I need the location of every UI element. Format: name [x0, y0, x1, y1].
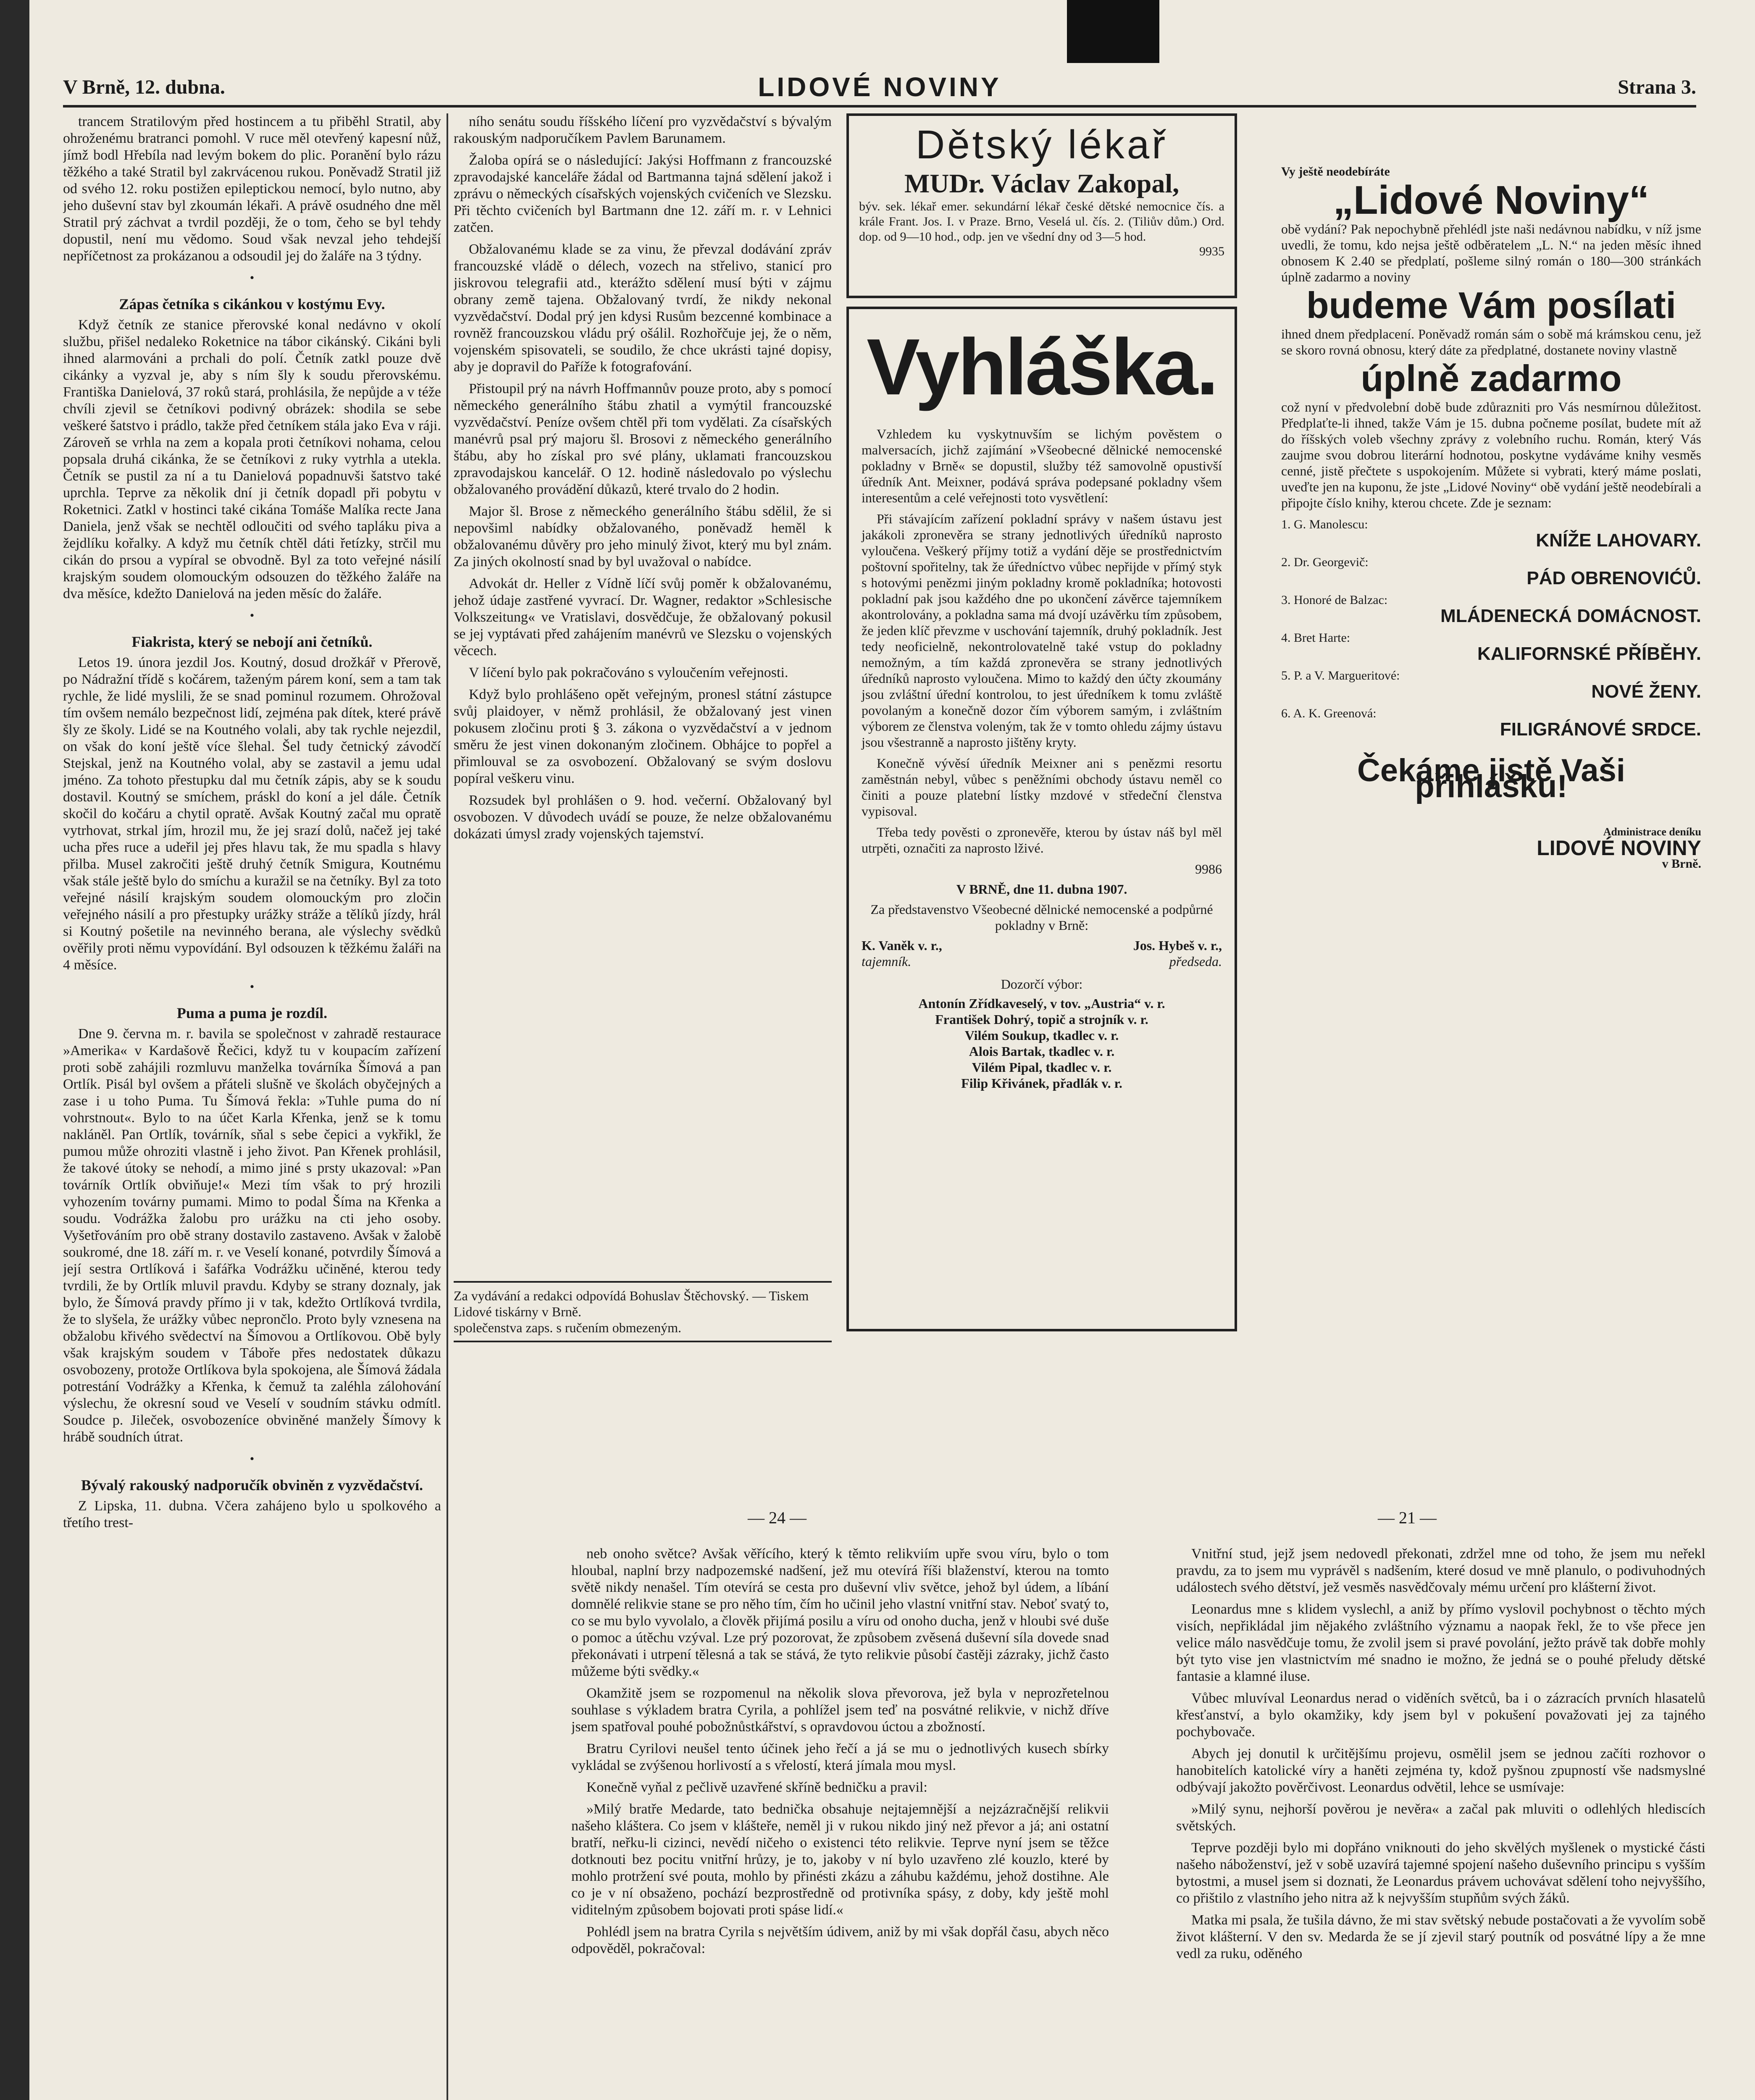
story-paragraph: Okamžitě jsem se rozpomenul na několik slova převorova, jež byla v neprozřetelnou souhlase s výkladem bratra Cyrila, a pohlížel jsem teď na posvátné relikvie, v nichž dříve jsem spatřoval pouhé pobožnůstkářství, s opravdovou úctou a zbožností. — [571, 1685, 1109, 1735]
news-column-2 — [454, 113, 832, 1310]
notice-issuer: Za představenstvo Všeobecné dělnické nemocenské a podpůrné pokladny v Brně: — [870, 902, 1213, 933]
ad-heading: Dětský lékař — [915, 122, 1168, 167]
board-member: Antonín Zřídkaveselý, v tov. „Austria“ v. r. — [918, 996, 1165, 1011]
book-item — [1281, 706, 1701, 738]
admin-label: Administrace deníku — [1603, 826, 1701, 838]
article-paragraph: Obžalovanému klade se za vinu, že převzal dodávání zpráv francouzské vládě o délech, vozech na střelivo, stanicí pro jiskrovou telegrafii atd., kterážto sdělení musí býti v zájmu obrany země tajena. Obžalovaný tvrdí, že nikdy nekonal vyzvědačství. Dodal prý jen kdysi Rusům bezcenné kombinace a rovněž francouzskou vládu prý ošálil. Rozhořčuje jej, že o něm, vojenském spisovateli, se soudilo, že chce ukrásti tajné dopisy, aby je dopravil do Paříže k fotografování. — [454, 242, 832, 375]
book-author: 4. Bret Harte: — [1281, 631, 1350, 645]
book-item — [1281, 517, 1701, 549]
admin-name: LIDOVÉ NOVINY — [1537, 836, 1701, 860]
ad-headline: úplně zadarmo — [1361, 357, 1622, 399]
article-paragraph: Z Lipska, 11. dubna. Včera zahájeno bylo u spolkového a třetího trest- — [63, 1498, 441, 1530]
article-paragraph: Když bylo prohlášeno opět veřejným, pronesl státní zástupce svůj plaidoyer, v němž prohlásil, že obžalovaný jest vinen pokusem zločinu proti § 3. zákona o vyzvědačství a v jednom směru že jest vinen dokonaným zločinem. Obhájce to popřel a přimlouval se za osvobození. Obžalovaný se svým doslovu popíral veškeru vinu. — [454, 687, 832, 786]
role-left: tajemník. — [862, 954, 912, 969]
book-item — [1281, 554, 1701, 586]
news-column-1 — [63, 113, 441, 2100]
ad-paragraph: ihned dnem předplacení. Poněvadž román sám o sobě má krámskou cenu, jež se skoro rovná obnosu, který dáte za předplatné, dostanete noviny vlastně — [1281, 326, 1701, 357]
notice-paragraph: Třeba tedy pověsti o zpronevěře, kterou by ústav náš byl měl utrpěti, označiti za naprosto lživé. — [862, 824, 1222, 856]
article-paragraph: Advokát dr. Heller z Vídně líčí svůj poměr k obžalovanému, jehož údaje zastřené vyvrací. Dr. Wagner, redaktor »Schlesische Volkszeitung« ve Vratislavi, dosvědčuje, že obžalovaný pokusil se jej vyptávati před zahájením manévrů ve Slezsku o vojenských věcech. — [454, 576, 832, 659]
book-item — [1281, 668, 1701, 700]
story-paragraph: Matka mi psala, že tušila dávno, že mi stav světský nebude postačovati a že vyvolím sobě život klášterní. V den sv. Medarda že se jí zjevil starý poutník od posvátné lípy a že mne vedl za ruku, oděného — [1176, 1912, 1705, 1961]
ad-headline: budeme Vám posílati — [1306, 284, 1676, 326]
article-paragraph: Když četník ze stanice přerovské konal nedávno v okolí službu, přišel nedaleko Roketnice na tábor cikánský. Cikáni byli ihned alarmováni a prchali do polí. Četník zatkl pouze dvě cikánky a vyzval je, aby s ním šly k soudu přerovskému. Františka Danielová, 37 roků stará, prohlásila, že nepůjde a v téže chvíli zjevil se četníkovi podivný obrázek: shodila se sebe veškeré šatstvo i prádlo, takže před četníkem stála jako Eva v ráji. Zároveň se vrhla na zem a kopala proti četníkovi nohama, celou popsala druhá cikánka, že se četníkovi z ruky vytrhla a utekla. Četník se pustil za ní a tu Danielová popadnuvši šatstvo také uprchla. Teprve za několik dní ji četník dopadl při pobytu v Roketnici. Zatkl v hostinci také cikána Tomáše Malíka recte Jana Daniela, jenž však se nechtěl odloučiti od svého tapláku piva a žejdlíku kořalky. A když mu četník chtěl dáti řetízky, strčil mu cikán do prsou a vypíral se obvodně. Byl za toto veřejné násilí krajským soudem olomouckým odsouzen do těžkého žaláře na dva měsíce, kdežto Danielová na jeden měsíc do žaláře. — [63, 317, 441, 601]
article-headline: Zápas četníka s cikánkou v kostýmu Evy. — [119, 296, 385, 312]
book-title: KNÍŽE LAHOVARY. — [1536, 530, 1701, 551]
article-paragraph: Dne 9. června m. r. bavila se společnost v zahradě restaurace »Amerika« v Kardašově Řečici, když tu v koupacím zařízení proti sobě zahájili rozmluvu manželka továrníka Šímová a pan Ortlík. Pisál byl ovšem a přáteli slušně ve školách obyčejných a zase i u toho Puma. Tu Šímová řekla: »Tuhle puma do ní vohrstnout«. Bylo to na účet Karla Křenka, jenž se k tomu nakláněl. Pan Ortlík, továrník, sňal s sebe čepici a vykřikl, že pumou může ohroziti vlastně i jeho život. Pan Křenek prohlásil, že takové útoky se nehodí, a mimo jiné s prsty ukazoval: »Pan továrník Ortlík obviňuje!« Mezi tím však to prý hrozili vyhozením továrny pumami. Mimo to podal Šíma na Křenka a soudu. Vodrážka žalobu pro urážku na cti jeho osoby. Vyšetřováním pro obě strany dostavilo zastaveno. Avšak v žalobě soukromé, dne 18. září m. r. ve Veselí konané, potvrdily Šímová a její sestra Ortlíková i šafářka Vodrážku učiněné, kterou tedy tvrdili, že by Ortlík mluvil pravdu. Kdyby se strany doznaly, jak bylo, že Šímová pravdy přímo ji v tak, kdežto Ortlíková tvrdila, že to slyšela, že urážky vůbec neprončlo. Proto byly vznesena na obžalobu křivého svědectví na Šímovou a Ortlíkovou. Obě byly však krajským soudem v Táboře přes nedostatek důkazu osvobozeny, protože Ortlíkova byla spokojena, ale Šímová žádala potrestání Vodrážky a Křenka, k čemuž ta zaléhla zálohování výslechu, že okresní soud ve Veselí v soudním stávku odmítl. Soudce p. Jileček, osvobozeníce obviněné manžely Šímovy k hrábě soudních útrat. — [63, 1026, 441, 1445]
imprint-line: společenstva zaps. s ručením obmezeným. — [454, 1320, 682, 1335]
article-headline: Puma a puma je rozdíl. — [176, 1005, 328, 1021]
ad-text: býv. sek. lékař emer. sekundární lékař české dětské nemocnice čís. a krále Frant. Jos. I. v Praze. Brno, Veselá ul. čís. 2. (Tiliův dům.) Ord. dop. od 9—10 hod., odp. jen ve všední dny od 3—5 hod. — [859, 200, 1224, 244]
feuilleton-column-left — [571, 1546, 1109, 2100]
role-right: předseda. — [1169, 954, 1222, 969]
signature-right: Jos. Hybeš v. r., — [1133, 938, 1222, 953]
imprint-line: Za vydávání a redakci odpovídá Bohuslav Štěchovský. — Tiskem Lidové tiskárny v Brně. — [454, 1288, 809, 1319]
book-author: 6. A. K. Greenová: — [1281, 706, 1377, 720]
board-member: Alois Bartak, tkadlec v. r. — [969, 1044, 1115, 1059]
scan-edge — [0, 0, 29, 2100]
column-rule — [447, 113, 448, 2100]
feuilleton-column-right — [1176, 1546, 1705, 2100]
ad-intro: Vy ještě neodebíráte — [1281, 165, 1390, 178]
board-member: Filip Křivánek, přadlák v. r. — [961, 1076, 1122, 1091]
book-author: 2. Dr. Georgevič: — [1281, 555, 1369, 569]
page-number: Strana 3. — [1618, 76, 1696, 98]
ad-paragraph: což nyní v předvolební době bude zdůrazniti pro Vás nesmírnou důležitost. Předplaťte-li ihned, takže Vám je 15. dubna počneme posílat, budete mít až do říšských voleb všechny zprávy z volebního ruchu. Román, který Vás zaujme svou dobrou literární hodnotou, poskytne vydáváme knihy vesměs cenné, jistě přečtete s uspokojením. Můžete si vybrati, který máme poslati, uveďte jen na kuponu, že jste „Lidové Noviny“ obě vydání ještě neodebírali a připojte číslo knihy, kterou chcete. Zde je seznam: — [1281, 399, 1701, 510]
doctor-advertisement — [846, 113, 1237, 298]
separator-dot: • — [250, 980, 255, 994]
signatures — [862, 937, 1222, 953]
board-member: Vilém Pipal, tkadlec v. r. — [972, 1060, 1112, 1075]
story-paragraph: Konečně vyňal z pečlivě uzavřené skříně bedničku a pravil: — [586, 1780, 927, 1795]
article-paragraph: ního senátu soudu říšského líčení pro vyzvědačství s bývalým rakouským nadporučíkem Pavlem Barunamem. — [454, 114, 832, 146]
notice-title: Vyhláška. — [867, 323, 1217, 412]
board-members — [862, 995, 1222, 1091]
book-item — [1281, 630, 1701, 662]
story-paragraph: Vůbec mluvíval Leonardus nerad o viděních světců, ba i o zázracích prvních hlasatelů křesťanství, a bylo okamžiky, kdy jsem byl v pokušení považovati jej za tajného pochybovače. — [1176, 1690, 1705, 1740]
article-paragraph: Major šl. Brose z německého generálního štábu sdělil, že si nepovšiml nabídky obžalovaného, poněvadž heměl k obžalovanému důvěry pro jeho minulý život, který mu byl znám. Za jiných okolností snad by byl uvažoval o nabídce. — [454, 504, 832, 570]
feuilleton-page-right: — 21 — — [1378, 1508, 1437, 1527]
story-paragraph: neb onoho světce? Avšak věřícího, který k těmto relikviím upře svou víru, bylo o tom hloubal, naplní brzy nadpozemské nadšení, jež mu otevírá říši blaženství, kterou na tomto světě nikdy nenašel. Tím otevírá se cesta pro duševní vliv světce, jehož byl údem, a líbání domnělé relikvie stane se pro něho tím, čím ho učinil jeho vlastní vnitřní stav. Neboť svatý to, co se mu bylo vyvolalo, a člověk přijímá posilu a víru od onoho ducha, jenž v hloubi své duše o pomoc a útěchu vzýval. Lze prý pozorovat, že způsobem zvěsená duševní síla dovede snad překonávati i utrpení tělesná a tak se stává, že tyto relikvie působí častěji zázraky, jichž často můžeme býti svědky.« — [571, 1546, 1109, 1679]
administration — [1281, 824, 1701, 872]
article-headline: Bývalý rakouský nadporučík obviněn z vyzvědačství. — [81, 1477, 423, 1494]
ink-blot — [1067, 0, 1159, 63]
book-author: 5. P. a V. Margueritové: — [1281, 669, 1400, 682]
book-title: NOVÉ ŽENY. — [1591, 681, 1701, 702]
story-paragraph: »Milý synu, nejhorší pověrou je nevěra« a začal pak mluviti o odlehlých hlediscích světských. — [1176, 1801, 1705, 1834]
book-author: 1. G. Manolescu: — [1281, 517, 1368, 531]
notice-paragraph: Při stávajícím zařízení pokladní správy v našem ústavu jest jakákoli zpronevěra se strany jednotlivých úředníků naprosto vyloučena. Veškerý příjmy totiž a vydání děje se prostřednictvím poštovní spořitelny, tak že úředníctvo vůbec nepřijde v přímý styk s hotovými penězmi jiným pokladny kromě pokladníka; hotovosti pokladní pak jsou každého dne po ukončení závěrce tajemníkem akontrolovány, a pokladna sama má dvojí uzávěrku tím způsobem, že jeden klíč převzme v uschování tajemník, druhý pokladník. Jest tedy neoficielně, nekontrolovatelně také vstup do pokladny nemožným, a tím každá zpronevěra se strany jednotlivých úředníků naprosto vyloučena. Mimo to každý den účty zkoumány jsou zvláštní úřední kontrolou, to jest úředníkem k tomu zvláště povolaným a konečně dozor čím výborem samým, i zvláštním výborem ze členstva voleným, tak že v tomto ohledu zájmy ústavu jsou všestranně a naprosto jištěny kryty. — [862, 511, 1222, 750]
notice-code: 9986 — [1195, 861, 1222, 877]
imprint — [454, 1281, 832, 1342]
book-item — [1281, 592, 1701, 624]
subscription-advertisement — [1281, 164, 1701, 1340]
story-paragraph: Teprve později bylo mi dopřáno vniknouti do jeho skvělých myšlenek o mystické části našeho náboženství, jež v sobě uzavírá tajemné spojení našeho duševního principu s vyšším bytostmi, a musel jsem si doznati, že Leonardus právem uchovávat sdělení toho nejvyššího, co přištilo z vlastního jeho nitra až k nejvyšším stupňům svých žáků. — [1176, 1840, 1705, 1906]
story-paragraph: »Milý bratře Medarde, tato bednička obsahuje nejtajemnější a nejzázračnější relikvii našeho kláštera. Co jsem v klášteře, neměl ji v rukou nikdo jiný než převor a já; ani ostatní bratří, neřku-li cizinci, nevědí ničeho o existenci této relikvie. Teprve nyní jsem se těžce dotknouti bez pocitu vnitřní hrůzy, je to, jakoby v ní bylo uzavřeno zlé kouzlo, které by mohlo protržení své pouta, mohlo by přinésti zkázu a záhubu každému, jehož dostihne. Ale co je v ní obsaženo, pochází bezprostředně od protivníka spásy, z doby, kdy ještě mohl viditelným způsobem bojovati proti spáse lidí.« — [571, 1801, 1109, 1918]
ad-paragraph: obě vydání? Pak nepochybně přehlédl jste naši nedávnou nabídku, v níž jsme uvedli, že tomu, kdo nejsa ještě odběratelem „L. N.“ na jeden měsíc ihned obnosem K 2.40 se předplatí, pošleme silný román o 180—300 stránkách úplně zadarmo a noviny — [1281, 221, 1701, 284]
admin-city: v Brně. — [1662, 857, 1701, 871]
signature-roles — [862, 953, 1222, 969]
page-header — [63, 71, 1696, 108]
article-headline: Fiakrista, který se nebojí ani četníků. — [131, 633, 373, 650]
story-paragraph: Bratru Cyrilovi neušel tento účinek jeho řečí a já se mu o jednotlivých kusech sbírky vykládal se zvýšenou horlivostí a s vřelostí, která jímala mou mysl. — [571, 1741, 1109, 1773]
story-paragraph: Vnitřní stud, jejž jsem nedovedl překonati, zdržel mne od toho, že jsem mu neřekl pravdu, za to jsem mu vyprávěl s nadšením, které dosud ve mně planulo, o podivuhodných událostech svého dětství, jež vesměs nasvědčovaly mému určení pro klášterní život. — [1176, 1546, 1705, 1595]
book-title: PÁD OBRENOVIĆŮ. — [1526, 568, 1701, 588]
book-author: 3. Honoré de Balzac: — [1281, 593, 1388, 607]
book-title: KALIFORNSKÉ PŘÍBĚHY. — [1477, 643, 1701, 664]
board-member: Vilém Soukup, tkadlec v. r. — [964, 1028, 1119, 1043]
book-title: MLÁDENECKÁ DOMÁCNOST. — [1440, 606, 1701, 626]
notice-date: V BRNĚ, dne 11. dubna 1907. — [956, 882, 1127, 897]
notice-paragraph: Vzhledem ku vyskytnuvším se lichým pověstem o malversacích, jichž zajímání »Všeobecné dělnické nemocenské pokladny v Brně« se dopustil, služby též samovolně opustivší úředník Ant. Meixner, podává správa podepsané pokladny všem interesentům a celé veřejnosti toto vysvětlení: — [862, 426, 1222, 505]
article-paragraph: Žaloba opírá se o následující: Jakýsi Hoffmann z francouzské zpravodajské kanceláře žádal od Bartmanna tajná sdělení jakož i zprávu o německých císařských vojenských cvičeních ve Slezsku. Při těchto cvičeních byl Bartmann dne 12. září m. r. v Lehnici zatčen. — [454, 152, 832, 235]
article-paragraph: V líčení bylo pak pokračováno s vyloučením veřejnosti. — [469, 665, 788, 680]
public-notice — [846, 307, 1237, 1331]
separator-dot: • — [250, 609, 255, 622]
article-paragraph: Přistoupil prý na návrh Hoffmannův pouze proto, aby s pomocí německého generálního štábu zhatil a vymýtil francouzské vyzvědačství. Peníze ovšem chtěl při tom vydělati. Za císařských manévrů psal prý majoru šl. Brosovi z německého generálního štábu, aby ho získal pro své plány, uklamati francouzskou zpravodajskou kancelář. O 12. hodině následovalo po výslechu obžalovaného provádění důkazů, které trvalo do 2 hodin. — [454, 381, 832, 497]
book-list — [1281, 517, 1701, 738]
article-paragraph: trancem Stratilovým před hostincem a tu přiběhl Stratil, aby ohroženému bratranci pomohl. V ruce měl otevřený kapesní nůž, jímž bodl Hřebíla nad levým bokem do plic. Poranění bylo rázu těžkého a také Stratil byl zakrvácenou rukou. Poněvadž Stratil již od svého 12. roku postižen epileptickou nemocí, bylo nutno, aby jeho duševní stav byl zkoumán lékaři. A právě osudného dne měl Stratil prý záchvat a tvrdil později, že o tom, čeho se byl tehdy dopustil, není mu vědomo. Soud však nevzal jeho tehdejší nepříčetnost za prokázanou a odsoudil jej do žaláře na 3 týdny. — [63, 114, 441, 264]
book-title: FILIGRÁNOVÉ SRDCE. — [1500, 719, 1701, 740]
story-paragraph: Leonardus mne s klidem vyslechl, a aniž by přímo vyslovil pochybnost o těchto mých visích, nepřikládal jim nějakého zvláštního významu a naopak řekl, že to vše přece jen velice málo nasvědčuje tomu, že zvolil jsem si pravé povolání, ježto právě tak dobře mohly být tyto vise jen vlastnictvím mé snadno ie možno, že jedná se o pouhé přeludy dětské fantasie a klamné iluse. — [1176, 1601, 1705, 1684]
header-date: V Brně, 12. dubna. — [63, 76, 225, 98]
call-to-action: Čekáme jistě Vaši přihlášku! — [1357, 753, 1625, 804]
masthead-title: LIDOVÉ NOVINY — [758, 72, 1001, 102]
ad-title: „Lidové Noviny“ — [1333, 178, 1650, 223]
article-paragraph: Rozsudek byl prohlášen o 9. hod. večerní. Obžalovaný byl osvobozen. V důvodech uvádí se pouze, že nelze obžalovanému dokázati úmysl zrady vojenských tajemství. — [454, 793, 832, 842]
doctor-name: MUDr. Václav Zakopal, — [904, 168, 1180, 198]
separator-dot: • — [250, 1452, 255, 1466]
separator-dot: • — [250, 271, 255, 285]
supervisory-board-label: Dozorčí výbor: — [1001, 976, 1083, 992]
article-paragraph: Letos 19. února jezdil Jos. Koutný, dosud drožkář v Přerově, po Nádražní třídě s kočárem, taženým párem koní, sem a tam tak rychle, že lidé myslili, že se snad pominul rozumem. Ohrožoval tím ovšem nemálo bezpečnost lidí, zejména pak dítek, které právě šly ze školy. Lidé se na Koutného volali, aby tak rychle nejezdil, on však do koní ještě více šlehal. Šel tudy četnický závodčí Stejskal, jenž na Koutného volal, aby se zastavil a jemu udal jméno. Za tohoto přestupku dal mu četník zápis, aby se k soudu dostavil. Koutný se smíchem, práskl do koní a jel dále. Četník skočil do kočáru a chytil opratě. Avšak Koutný začal mu opratě vytrhovat, strkal jím, hrozil mu, že jej srazí dolů, načež jej také ucha přes ruce a udeřil jej přes hlavu tak, že mu spadla s hlavy přilba. Musel zakročiti ještě druhý četník Smigura, Koutnému však stále ještě bylo do smíchu a kuražil se na četníky. Byl za toto veřejné násilí krajským soudem olomouckým pro zločin veřejného násilí a pro přestupky urážky stráže a tělíků jízdy, hrál si Koutný pošetile na nevinného berana, ale výslechy svědků ověřily proti němu vypovídání. Byl odsouzen k těžkému žaláři na 4 měsíce. — [63, 655, 441, 973]
story-paragraph: Abych jej donutil k určitějšímu projevu, osmělil jsem se jednou začíti rozhovor o hanobitelích katolické víry a haněti zejména ty, kdož pyšnou zpupností vše nadsmyslné odbývají jakožto pověrčivost. Leonardus odvětil, lehce se usmívaje: — [1176, 1746, 1705, 1795]
feuilleton-page-left: — 24 — — [748, 1508, 807, 1527]
board-member: František Dohrý, topič a strojník v. r. — [935, 1012, 1148, 1027]
ad-code: 9935 — [1199, 244, 1224, 258]
signature-left: K. Vaněk v. r., — [862, 938, 942, 953]
story-paragraph: Pohlédl jsem na bratra Cyrila s největším údivem, aniž by mi však dopřál času, abych něco odpověděl, pokračoval: — [571, 1924, 1109, 1956]
notice-paragraph: Konečně vývěsí úředník Meixner ani s penězmi resortu zaměstnán nebyl, vůbec s peněžními obchody ústavu neměl co činiti a pouze platební lístky mzdové v středeční členstva vypisoval. — [862, 756, 1222, 819]
